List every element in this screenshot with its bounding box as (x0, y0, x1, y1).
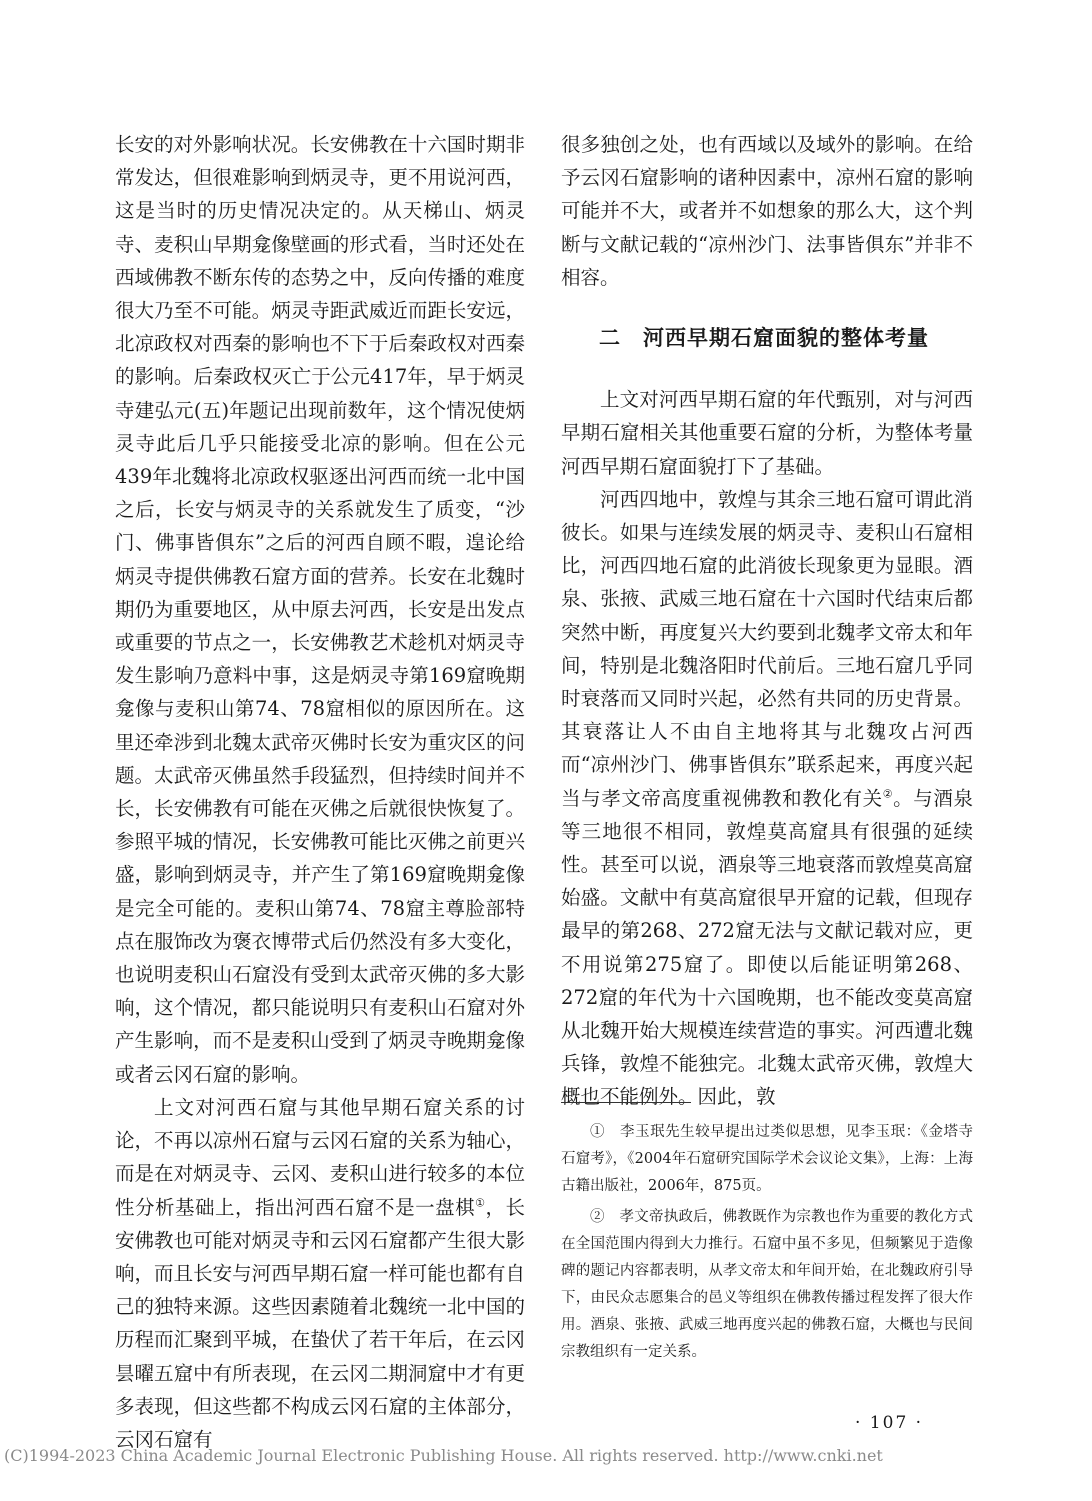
footnote-ref[interactable]: ② (882, 787, 894, 801)
footnote-divider (561, 1102, 691, 1103)
body-paragraph (115, 1091, 525, 1456)
body-paragraph: 长安的对外影响状况。长安佛教在十六国时期非常发达，但很难影响到炳灵寺，更不用说河西，这是当时的历史情况决定的。从天梯山、炳灵寺、麦积山早期龛像壁画的形式看，当时还处在西域佛教不断东传的态势之中，反向传播的难度很大乃至不可能。炳灵寺距武威近而距长安远，北凉政权对西秦的影响也不下于后秦政权对西秦的影响。后秦政权灭亡于公元417年，早于炳灵寺建弘元(五)年题记出现前数年，这个情况使炳灵寺此后几乎只能接受北凉的影响。但在公元439年北魏将北凉政权驱逐出河西而统一北中国之后，长安与炳灵寺的关系就发生了质变，“沙门、佛事皆俱东”之后的河西自顾不暇，遑论给炳灵寺提供佛教石窟方面的营养。长安在北魏时期仍为重要地区，从中原去河西，长安是出发点或重要的节点之一，长安佛教艺术趁机对炳灵寺发生影响乃意料中事，这是炳灵寺第169窟晚期龛像与麦积山第74、78窟相似的原因所在。这里还牵涉到北魏太武帝灭佛时长安为重灾区的问题。太武帝灭佛虽然手段猛烈，但持续时间并不长，长安佛教有可能在灭佛之后就很快恢复了。参照平城的情况，长安佛教可能比灭佛之前更兴盛，影响到炳灵寺，并产生了第169窟晚期龛像是完全可能的。麦积山第74、78窟主尊脸部特点在服饰改为褒衣博带式后仍然没有多大变化，也说明麦积山石窟没有受到太武帝灭佛的多大影响，这个情况，都只能说明只有麦积山石窟对外产生影响，而不是麦积山受到了炳灵寺晚期龛像或者云冈石窟的影响。 (115, 133, 525, 1086)
paragraph-text: 上文对河西石窟与其他早期石窟关系的讨论，不再以凉州石窟与云冈石窟的关系为轴心，而是在对炳灵寺、云冈、麦积山进行较多的本位性分析基础上，指出河西石窟不是一盘棋 (115, 1095, 525, 1219)
footnote: ① 李玉珉先生较早提出过类似思想，见李玉珉：《金塔寺石窟考》，《2004年石窟研究国际学术会议论文集》，上海：上海古籍出版社，2006年，875页。 (561, 1124, 973, 1194)
copyright-notice: (C)1994-2023 China Academic Journal Electronic Publishing House. All rights reserved. http://www.cnki.net (4, 1446, 883, 1465)
body-paragraph: 上文对河西早期石窟的年代甄别，对与河西早期石窟相关其他重要石窟的分析，为整体考量河西早期石窟面貌打下了基础。 (561, 388, 973, 478)
footnotes (561, 1119, 973, 1370)
paragraph-text: 河西四地中，敦煌与其余三地石窟可谓此消彼长。如果与连续发展的炳灵寺、麦积山石窟相比，河西四地石窟的此消彼长现象更为显眼。酒泉、张掖、武威三地石窟在十六国时代结束后都突然中断，再度复兴大约要到北魏孝文帝太和年间，特别是北魏洛阳时代前后。三地石窟几乎同时衰落而又同时兴起，必然有共同的历史背景。其衰落让人不由自主地将其与北魏攻占河西而“凉州沙门、佛事皆俱东”联系起来，再度兴起当与孝文帝高度重视佛教和教化有关 (561, 487, 973, 810)
body-paragraph (561, 483, 973, 1114)
section-heading: 二 河西早期石窟面貌的整体考量 (599, 326, 929, 351)
footnote-ref[interactable]: ① (475, 1196, 486, 1209)
left-column (115, 128, 525, 1456)
paragraph-text: 。与酒泉等三地很不相同，敦煌莫高窟具有很强的延续性。甚至可以说，酒泉等三地衰落而敦煌莫高窟始盛。文献中有莫高窟很早开窟的记载，但现存最早的第268、272窟无法与文献记载对应，更不用说第275窟了。即使以后能证明第268、272窟的年代为十六国晚期，也不能改变莫高窟从北魏开始大规模连续营造的事实。河西遭北魏兵锋，敦煌不能独完。北魏太武帝灭佛，敦煌大概也不能例外。因此，敦 (561, 786, 973, 1109)
paragraph-text: ，长安佛教也可能对炳灵寺和云冈石窟都产生很大影响，而且长安与河西早期石窟一样可能也都有自己的独特来源。这些因素随着北魏统一北中国的历程而汇聚到平城，在蛰伏了若干年后，在云冈昙曜五窟中有所表现，在云冈二期洞窟中才有更多表现，但这些都不构成云冈石窟的主体部分，云冈石窟有 (115, 1195, 525, 1451)
page-number: · 107 · (855, 1413, 924, 1433)
body-paragraph: 很多独创之处，也有西域以及域外的影响。在给予云冈石窟影响的诸种因素中，凉州石窟的影响可能并不大，或者并不如想象的那么大，这个判断与文献记载的“凉州沙门、法事皆俱东”并非不相容。 (561, 133, 973, 289)
footnote: ② 孝文帝执政后，佛教既作为宗教也作为重要的教化方式在全国范围内得到大力推行。石窟中虽不多见，但频繁见于造像碑的题记内容都表明，从孝文帝太和年间开始，在北魏政府引导下，由民众志愿集合的邑义等组织在佛教传播过程发挥了很大作用。酒泉、张掖、武威三地再度兴起的佛教石窟，大概也与民间宗教组织有一定关系。 (561, 1209, 973, 1360)
right-column (561, 128, 973, 1114)
